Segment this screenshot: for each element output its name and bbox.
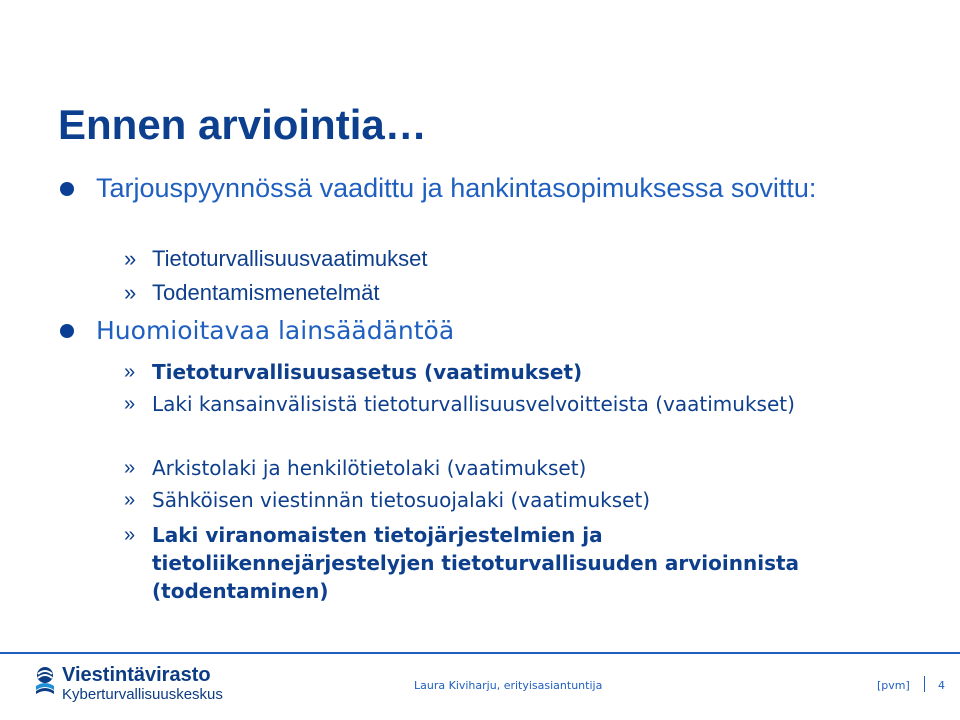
bullet-item xyxy=(58,314,918,358)
footer-logo xyxy=(32,664,242,704)
footer-divider xyxy=(0,652,960,654)
subitem xyxy=(58,521,918,605)
subitem-marker: » xyxy=(124,361,136,383)
subitem-text: Arkistolaki ja henkilötietolaki (vaatimukset) xyxy=(152,456,587,480)
logo-subtitle: Kyberturvallisuuskeskus xyxy=(62,686,223,703)
subitem-marker: » xyxy=(124,524,136,546)
subitem-text: Laki kansainvälisistä tietoturvallisuusvelvoitteista (vaatimukset) xyxy=(152,392,795,416)
footer-separator xyxy=(924,676,925,692)
subitem-marker: » xyxy=(124,280,137,305)
subitem xyxy=(58,454,918,486)
subitem-marker: » xyxy=(124,246,137,271)
subitem xyxy=(58,245,918,279)
subitem-text: Sähköisen viestinnän tietosuojalaki (vaatimukset) xyxy=(152,488,651,512)
subitem-text: Laki viranomaisten tietojärjestelmien ja tietoliikennejärjestelyjen tietoturvallisuuden arvioinnista (todentaminen) xyxy=(152,523,800,603)
subitem-marker: » xyxy=(124,489,136,511)
subitem-text: Tietoturvallisuusvaatimukset xyxy=(152,246,428,271)
round-bullet-icon xyxy=(60,324,74,338)
viestintavirasto-logo-icon xyxy=(32,666,58,696)
bullet-text: Huomioitavaa lainsäädäntöä xyxy=(96,316,455,345)
footer-author: Laura Kiviharju, erityisasiantuntija xyxy=(414,679,603,692)
slide-title: Ennen arviointia… xyxy=(58,101,427,148)
bullet-item xyxy=(58,172,918,238)
subitem-marker: » xyxy=(124,457,136,479)
round-bullet-icon xyxy=(60,182,74,196)
subitem xyxy=(58,486,918,521)
subitem xyxy=(58,358,918,390)
logo-name: Viestintävirasto xyxy=(62,664,211,686)
bullet-text: Tarjouspyynnössä vaadittu ja hankintasopimuksessa sovittu: xyxy=(96,173,817,203)
subitem-text: Tietoturvallisuusasetus (vaatimukset) xyxy=(152,360,583,384)
page-number: 4 xyxy=(938,679,945,692)
subitem-marker: » xyxy=(124,393,136,415)
footer-date: [pvm] xyxy=(877,679,910,692)
subitem-text: Todentamismenetelmät xyxy=(152,280,380,305)
subitem xyxy=(58,390,918,454)
subitem xyxy=(58,279,918,313)
slide-content xyxy=(58,172,918,605)
